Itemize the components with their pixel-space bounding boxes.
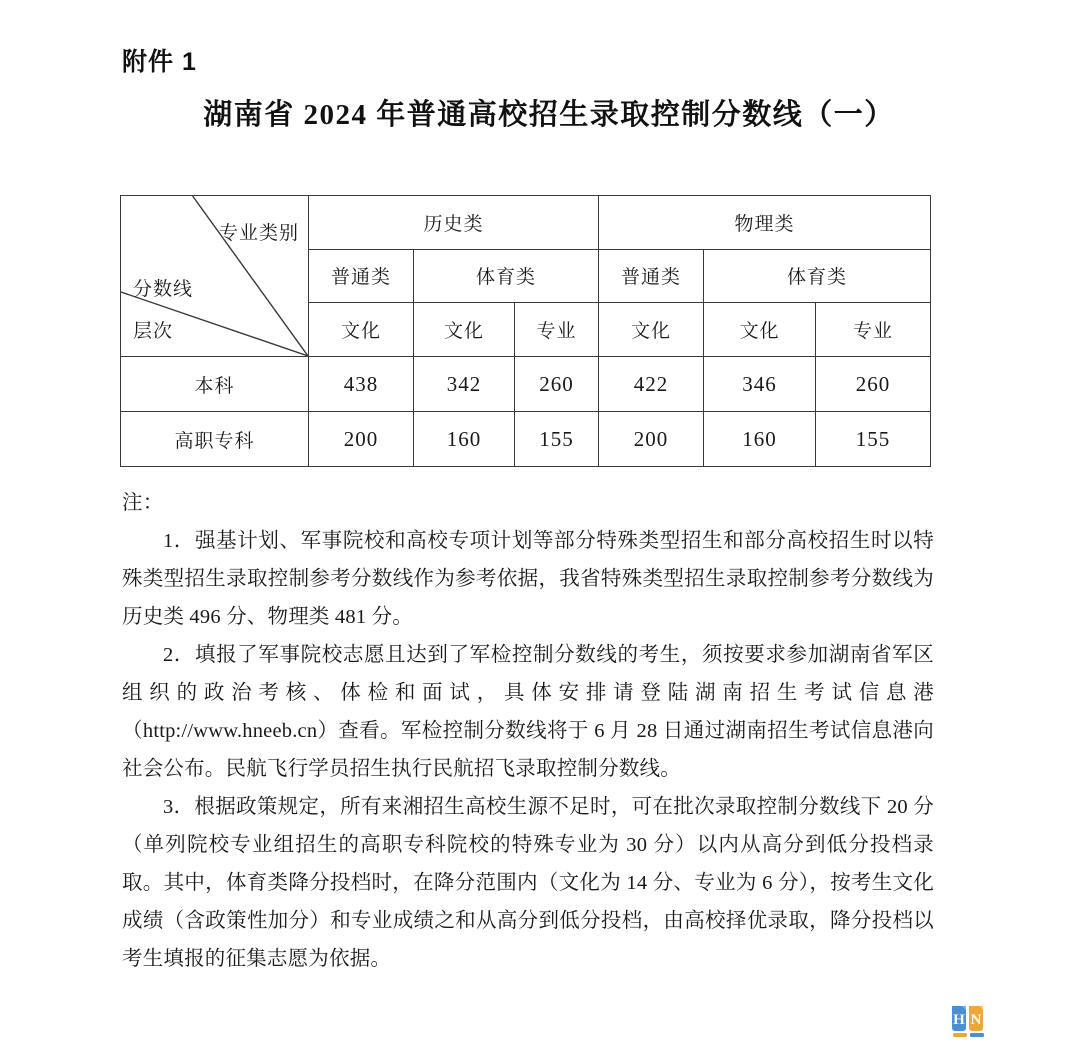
logo-letter-n: N <box>970 1012 982 1028</box>
cell-value: 346 <box>704 357 816 412</box>
score-line-table <box>120 195 931 467</box>
group-header-physics: 物理类 <box>599 196 931 250</box>
attachment-label: 附件 1 <box>122 48 197 76</box>
row-label-vocational: 高职专科 <box>121 412 309 467</box>
cell-value: 200 <box>309 412 414 467</box>
subheader-history-general: 普通类 <box>309 249 414 303</box>
cell-value: 342 <box>414 357 515 412</box>
note-item-2: 2．填报了军事院校志愿且达到了军检控制分数线的考生，须按要求参加湖南省军区组织的政治考核、体检和面试，具体安排请登陆湖南招生考试信息港（http://www.hneeb.cn）查看。军检控制分数线将于 6 月 28 日通过湖南招生考试信息港向社会公布。民航飞行学员招生执行民航招飞录取控制分数线。 <box>122 644 934 780</box>
hn-logo-icon <box>948 1002 996 1042</box>
notes-section <box>122 484 934 978</box>
metric-header-5: 文化 <box>704 303 816 357</box>
subheader-physics-general: 普通类 <box>599 249 704 303</box>
page-title: 湖南省 2024 年普通高校招生录取控制分数线（一） <box>203 99 895 131</box>
table-row <box>121 412 931 467</box>
logo-letter-h: H <box>953 1012 965 1028</box>
cell-value: 160 <box>414 412 515 467</box>
subheader-history-sports: 体育类 <box>414 249 599 303</box>
row-label-undergraduate: 本科 <box>121 357 309 412</box>
table-header-row-category <box>121 196 931 250</box>
note-item-1: 1．强基计划、军事院校和高校专项计划等部分特殊类型招生和部分高校招生时以特殊类型招生录取控制参考分数线作为参考依据，我省特殊类型招生录取控制参考分数线为历史类 496 分、物理类 481 分。 <box>122 530 934 628</box>
cell-value: 155 <box>816 412 931 467</box>
cell-value: 260 <box>816 357 931 412</box>
metric-header-4: 文化 <box>599 303 704 357</box>
metric-header-2: 文化 <box>414 303 515 357</box>
group-header-history: 历史类 <box>309 196 599 250</box>
corner-label-score-line: 分数线 <box>133 279 194 300</box>
cell-value: 438 <box>309 357 414 412</box>
cell-value: 155 <box>515 412 599 467</box>
cell-value: 422 <box>599 357 704 412</box>
corner-label-major-category: 专业类别 <box>218 223 299 244</box>
note-item-3: 3．根据政策规定，所有来湘招生高校生源不足时，可在批次录取控制分数线下 20 分（单列院校专业组招生的高职专科院校的特殊专业为 30 分）以内从高分到低分投档录取。其中，体育类降分投档时，在降分范围内（文化为 14 分、专业为 6 分），按考生文化成绩（含政策性加分）和专业成绩之和从高分到低分投档，由高校择优录取，降分投档以考生填报的征集志愿为依据。 <box>122 796 934 970</box>
cell-value: 200 <box>599 412 704 467</box>
metric-header-6: 专业 <box>816 303 931 357</box>
metric-header-3: 专业 <box>515 303 599 357</box>
metric-header-1: 文化 <box>309 303 414 357</box>
subheader-physics-sports: 体育类 <box>704 249 931 303</box>
table-row <box>121 357 931 412</box>
cell-value: 160 <box>704 412 816 467</box>
cell-value: 260 <box>515 357 599 412</box>
hunan-education-logo <box>948 1002 996 1042</box>
corner-label-level: 层次 <box>133 321 174 342</box>
corner-header-cell <box>121 196 309 357</box>
notes-heading: 注： <box>122 492 164 514</box>
